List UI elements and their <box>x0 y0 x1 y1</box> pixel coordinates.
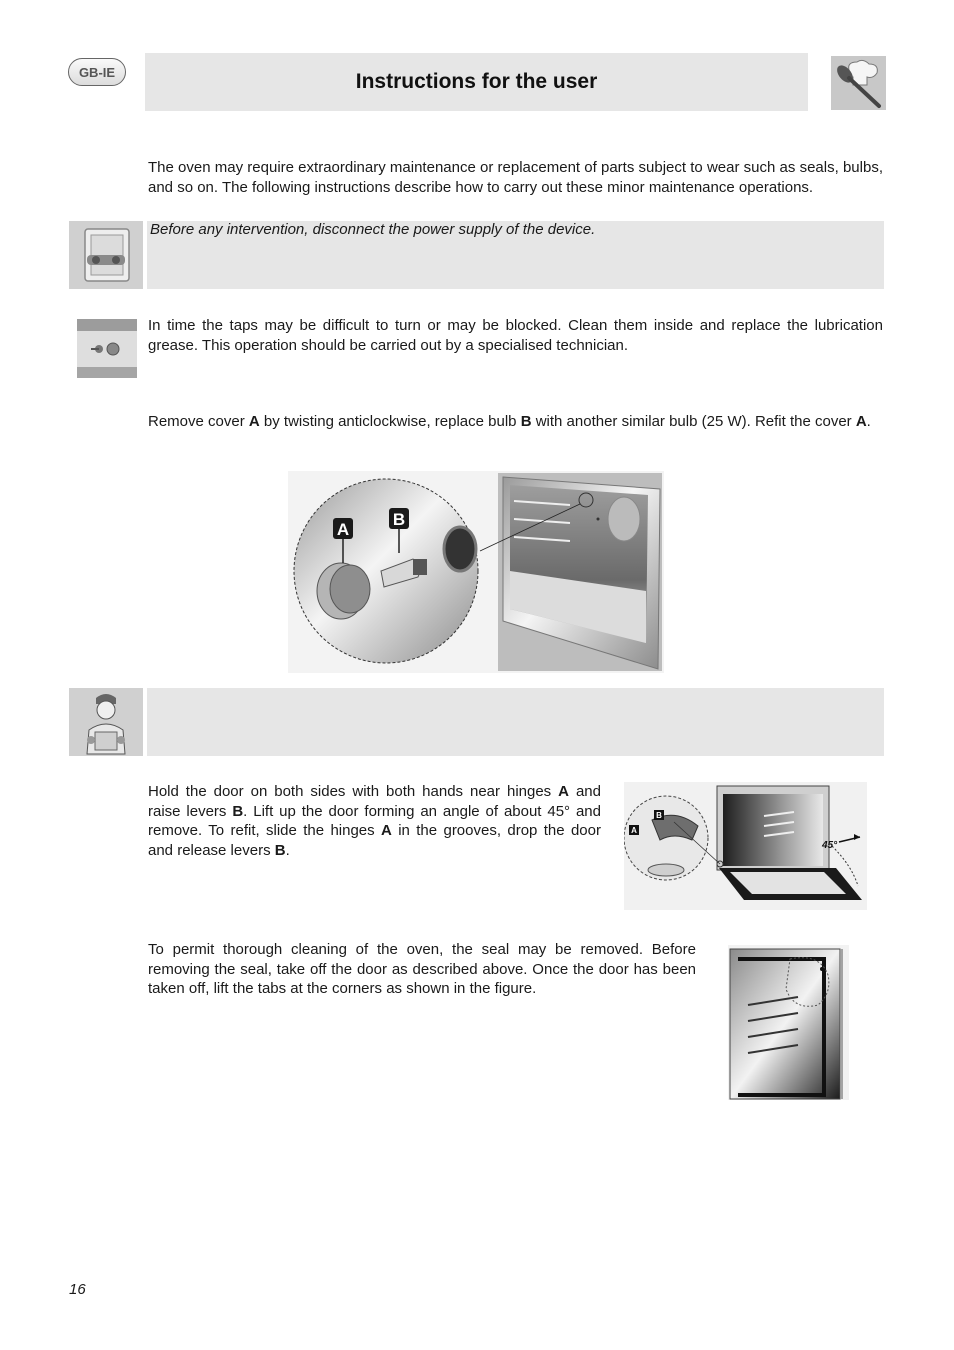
door-hinge-a-ref-2: A <box>381 822 392 839</box>
door-text-2: and raise levers <box>148 783 601 820</box>
bulb-b-ref: B <box>520 413 532 430</box>
seal-removal-illustration <box>728 945 849 1100</box>
door-label-b: B <box>656 811 662 820</box>
technician-icon-box <box>69 688 143 756</box>
power-socket-icon-box <box>69 221 143 289</box>
bulb-cover-a-ref-2: A <box>855 413 867 430</box>
bulb-cover-a-ref: A <box>248 413 260 430</box>
door-lever-b-ref-2: B <box>274 841 286 859</box>
chef-hat-spoon-icon <box>831 56 886 110</box>
warning-band <box>147 221 884 289</box>
door-lever-b-ref: B <box>232 802 244 820</box>
header-bar <box>145 53 808 111</box>
door-paragraph <box>148 782 601 860</box>
technician-band <box>147 688 884 756</box>
page-title: Instructions for the user <box>355 70 598 93</box>
intro-paragraph: The oven may require extraordinary maintenance or replacement of parts subject to wear such as seals, bulbs, and so on. The following instructions describe how to carry out these minor maintenance operations. <box>148 159 883 196</box>
taps-paragraph: In time the taps may be difficult to turn or may be blocked. Clean them inside and replace the lubrication grease. This operation should be carried out by a specialised technician. <box>148 317 883 354</box>
door-text-1: Hold the door on both sides with both hands near hinges <box>148 783 559 800</box>
door-angle-label: 45° <box>822 840 838 851</box>
door-text-3: . Lift up the door forming an angle of about 45° and remove. To refit, slide the hinges <box>148 802 601 839</box>
bulb-label-a: A <box>336 520 350 539</box>
gas-tap-icon <box>77 319 137 378</box>
bulb-text-2: by twisting anticlockwise, replace bulb <box>259 413 521 430</box>
language-badge: GB-IE <box>68 58 126 86</box>
technician-icon <box>69 688 143 756</box>
door-hinge-a-ref: A <box>558 783 569 800</box>
bulb-text-4: . <box>866 413 871 430</box>
door-removal-illustration <box>624 782 867 910</box>
seal-paragraph: To permit thorough cleaning of the oven, the seal may be removed. Before removing the seal, take off the door as described above. Once the door has been taken off, lift the tabs at the corners as shown in the figure. <box>148 941 696 997</box>
door-label-a: A <box>631 826 637 835</box>
warning-text: Before any intervention, disconnect the power supply of the device. <box>150 221 596 238</box>
bulb-text-1: Remove cover <box>148 413 249 430</box>
bulb-label-b: B <box>392 510 406 529</box>
door-text-4: in the grooves, drop the door and release levers <box>148 822 601 859</box>
bulb-replacement-illustration <box>288 471 664 673</box>
bulb-text-3: with another similar bulb (25 W). Refit the cover <box>531 413 856 430</box>
power-socket-icon <box>69 221 143 289</box>
page-number: 16 <box>69 1281 86 1298</box>
bulb-paragraph <box>148 412 883 432</box>
door-text-5: . <box>285 841 290 859</box>
